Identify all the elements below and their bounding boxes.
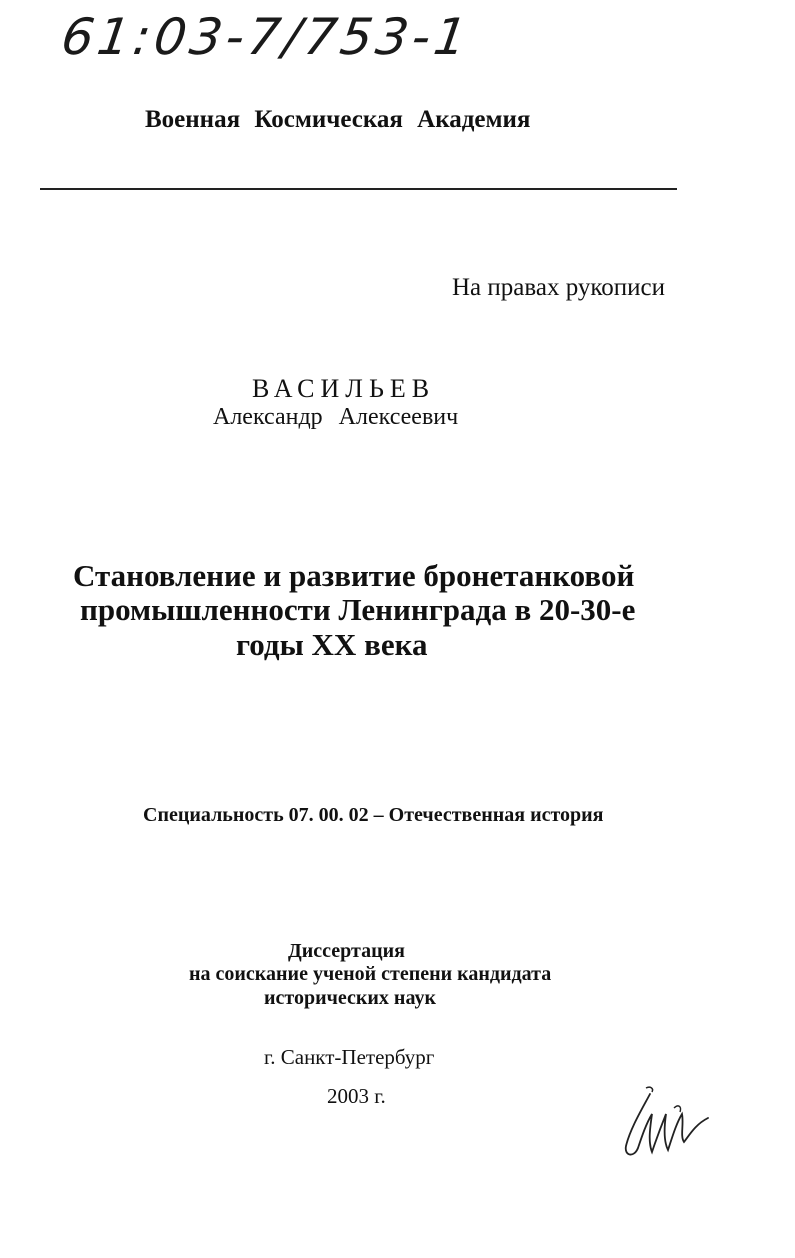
author-surname: ВАСИЛЬЕВ xyxy=(252,374,436,403)
thesis-title-line-3: годы XX века xyxy=(236,627,428,662)
thesis-title-line-2: промышленности Ленинграда в 20-30-е xyxy=(80,592,636,627)
degree-line-1: на соискание ученой степени кандидата xyxy=(189,963,552,985)
institution-name: Военная Космическая Академия xyxy=(145,106,531,133)
header-divider xyxy=(40,188,677,190)
publication-year: 2003 г. xyxy=(327,1084,386,1108)
author-given-names: Александр Алексеевич xyxy=(213,404,459,430)
degree-line-2: исторических наук xyxy=(264,987,436,1009)
manuscript-rights-note: На правах рукописи xyxy=(452,274,665,301)
specialty-line: Специальность 07. 00. 02 – Отечественная история xyxy=(143,804,604,826)
handwritten-signature-icon xyxy=(612,1084,712,1164)
dissertation-label: Диссертация xyxy=(288,940,405,962)
place-of-publication: г. Санкт-Петербург xyxy=(264,1045,435,1069)
thesis-title-line-1: Становление и развитие бронетанковой xyxy=(73,558,635,593)
handwritten-catalog-code: 61:03-7/753-1 xyxy=(57,8,475,66)
